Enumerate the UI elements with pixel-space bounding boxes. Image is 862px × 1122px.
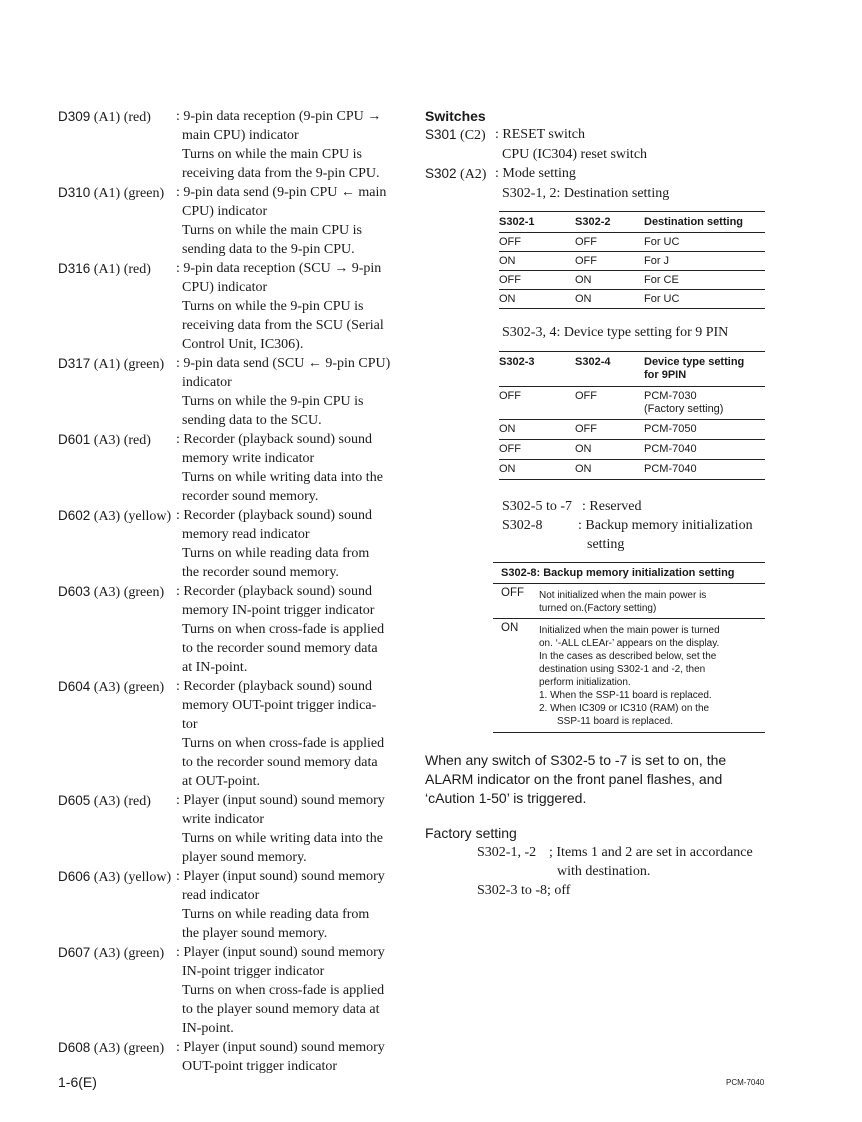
device-type-caption: S302-3, 4: Device type setting for 9 PIN [502, 325, 729, 340]
description-line: Turns on while reading data from [182, 546, 370, 561]
led-entry [58, 183, 418, 259]
led-label [58, 867, 171, 887]
description-line: CPU) indicator [182, 280, 268, 295]
table-cell: For UC [644, 293, 680, 305]
description-line: Control Unit, IC306). [182, 337, 304, 352]
description-line: : Player (input sound) sound memory [176, 1040, 385, 1055]
backup-init-table [493, 562, 765, 733]
led-description [176, 943, 418, 1038]
description-line: the recorder sound memory. [182, 565, 339, 580]
table-cell: For J [644, 255, 670, 267]
reserved-row: S302-5 to -7 : Reserved [502, 499, 642, 514]
led-label [58, 107, 151, 127]
led-description [176, 259, 418, 354]
description-line: sending data to the 9-pin CPU. [182, 242, 355, 257]
table-cell: ON [499, 423, 516, 435]
device-model: PCM-7050 [644, 423, 697, 435]
table-cell: OFF [499, 443, 521, 455]
table-row: OFF Not initialized when the main power is turned on.(Factory setting) [493, 584, 765, 619]
table-cell: OFF [575, 390, 597, 402]
led-label [58, 677, 164, 697]
led-description [176, 1038, 418, 1076]
led-location: (A3) (green) [90, 1041, 165, 1056]
description-line: : Recorder (playback sound) sound [176, 584, 372, 599]
table-cell: ON [575, 274, 592, 286]
table-header-cell: S302-8: Backup memory initialization setting [501, 567, 735, 579]
table-header-row [493, 563, 765, 584]
table-header-cell: Device type setting for 9PIN [644, 356, 745, 381]
led-code: D317 [58, 356, 91, 371]
led-location: (A3) (yellow) [90, 509, 172, 524]
description-line: sending data to the SCU. [182, 413, 322, 428]
description-line: indicator [182, 375, 232, 390]
description-line: at OUT-point. [182, 774, 261, 789]
led-entry [58, 943, 418, 1038]
table-cell: OFF [499, 390, 521, 402]
table-cell: OFF [575, 255, 597, 267]
switches-heading: Switches [425, 108, 486, 124]
table-header-cell: S302-4 [575, 356, 611, 368]
table-row: ON Initialized when the main power is turned on. ‘-ALL cLEAr-’ appears on the display. In the cases as described below, set the destination using S302-1 and -2, then perform initialization. 1. When the SSP-11 board is replaced. 2. When IC309 or IC310 (RAM) on the SSP-11 board is replaced. [493, 619, 765, 733]
table-cell: OFF [575, 236, 597, 248]
led-location: (A3) (yellow) [90, 870, 172, 885]
led-description [176, 107, 418, 183]
led-description [176, 506, 418, 582]
table-cell: ON [575, 463, 592, 475]
led-label [58, 259, 151, 279]
switch-s301: S301 (C2) : RESET switch [425, 127, 585, 143]
alarm-notice: When any switch of S302-5 to -7 is set to on, the ALARM indicator on the front panel flashes, and ‘cAution 1-50’ is triggered. [425, 752, 727, 806]
led-location: (A3) (red) [90, 794, 151, 809]
description-line: Turns on when cross-fade is applied [182, 736, 385, 751]
description-line: Turns on while reading data from [182, 907, 370, 922]
model-name: PCM-7040 [726, 1078, 765, 1087]
description-line: tor [182, 717, 198, 732]
led-label [58, 183, 164, 203]
led-code: D607 [58, 945, 91, 960]
led-entry [58, 430, 418, 506]
table-header-row [499, 212, 765, 233]
description-line: OUT-point trigger indicator [182, 1059, 338, 1074]
description-line: to the recorder sound memory data [182, 641, 378, 656]
led-code: D310 [58, 185, 91, 200]
led-entry [58, 791, 418, 867]
factory-setting-row-cont: with destination. [557, 864, 651, 879]
description-line: memory write indicator [182, 451, 315, 466]
description-line: : Player (input sound) sound memory [176, 793, 385, 808]
page-number: 1-6(E) [58, 1074, 97, 1090]
device-model: PCM-7040 [644, 463, 697, 475]
led-description [176, 183, 418, 259]
table-cell: ON [499, 293, 516, 305]
device-note: (Factory setting) [644, 403, 724, 415]
led-description [176, 677, 418, 791]
led-entry [58, 354, 418, 430]
description-line: : 9-pin data reception (SCU → 9-pin [176, 261, 382, 276]
description-line: player sound memory. [182, 850, 307, 865]
description-line: read indicator [182, 888, 260, 903]
description-line: IN-point. [182, 1021, 234, 1036]
led-description [176, 354, 418, 430]
description-line: Turns on while the main CPU is [182, 223, 362, 238]
table-cell: For UC [644, 236, 680, 248]
table-row [499, 233, 765, 252]
led-description [176, 430, 418, 506]
table-cell: OFF [499, 236, 521, 248]
device-model: PCM-7040 [644, 443, 697, 455]
description-line: : 9-pin data send (SCU ← 9-pin CPU) [176, 356, 391, 371]
table-row [499, 387, 765, 420]
led-location: (A1) (red) [90, 262, 151, 277]
led-code: D601 [58, 432, 91, 447]
led-code: D309 [58, 109, 91, 124]
led-entry [58, 107, 418, 183]
table-row [499, 290, 765, 309]
description-line: the player sound memory. [182, 926, 328, 941]
led-label [58, 430, 151, 450]
description-line: : Player (input sound) sound memory [176, 945, 385, 960]
description-line: memory read indicator [182, 527, 310, 542]
led-label [58, 506, 171, 526]
factory-setting-row: S302-3 to -8; off [477, 883, 571, 898]
factory-setting-row: S302-1, -2 ; Items 1 and 2 are set in accordance [477, 845, 753, 860]
led-location: (A1) (red) [90, 110, 151, 125]
table-cell [644, 440, 765, 460]
led-code: D608 [58, 1040, 91, 1055]
switches-section [425, 107, 770, 900]
table-cell: ON [575, 443, 592, 455]
led-code: D604 [58, 679, 91, 694]
table-header-row [499, 352, 765, 387]
led-code: D606 [58, 869, 91, 884]
led-location: (A1) (green) [90, 357, 165, 372]
led-label [58, 354, 164, 374]
led-code: D605 [58, 793, 91, 808]
table-cell: ON [499, 255, 516, 267]
description-line: : 9-pin data reception (9-pin CPU → [176, 109, 382, 124]
device-model: PCM-7030 [644, 390, 697, 402]
table-cell [644, 460, 765, 480]
destination-table [499, 211, 765, 309]
device-type-table [499, 351, 765, 480]
table-cell: ON [499, 463, 516, 475]
description-line: IN-point trigger indicator [182, 964, 325, 979]
table-cell: OFF [499, 274, 521, 286]
description-line: : Recorder (playback sound) sound [176, 432, 372, 447]
description-line: receiving data from the 9-pin CPU. [182, 166, 380, 181]
table-cell: For CE [644, 274, 679, 286]
switch-s301-desc: CPU (IC304) reset switch [502, 147, 648, 162]
led-entry [58, 867, 418, 943]
led-description [176, 867, 418, 943]
description-line: Turns on while the main CPU is [182, 147, 362, 162]
switch-s302: S302 (A2) : Mode setting [425, 166, 576, 182]
led-location: (A3) (green) [90, 946, 165, 961]
backup-init-row-cont: setting [587, 537, 625, 552]
led-location: (A3) (green) [90, 680, 165, 695]
table-row [499, 420, 765, 440]
description-line: Turns on when cross-fade is applied [182, 983, 385, 998]
led-entry [58, 677, 418, 791]
description-line: CPU) indicator [182, 204, 268, 219]
table-header-cell: S302-3 [499, 356, 535, 368]
table-cell [644, 387, 765, 420]
led-entry [58, 1038, 418, 1076]
table-header-cell: S302-1 [499, 216, 535, 228]
backup-init-row: S302-8 : Backup memory initialization [502, 518, 753, 533]
description-line: Turns on while writing data into the [182, 831, 383, 846]
led-entry [58, 259, 418, 354]
led-entry [58, 506, 418, 582]
description-line: memory OUT-point trigger indica- [182, 698, 377, 713]
led-label [58, 943, 164, 963]
factory-setting-heading: Factory setting [425, 825, 517, 841]
description-line: : 9-pin data send (9-pin CPU ← main [176, 185, 387, 200]
led-label [58, 582, 164, 602]
led-indicator-list [58, 107, 418, 1076]
led-description [176, 791, 418, 867]
description-line: at IN-point. [182, 660, 248, 675]
table-header-cell: Destination setting [644, 216, 744, 228]
led-code: D316 [58, 261, 91, 276]
description-line: Turns on while the 9-pin CPU is [182, 394, 364, 409]
table-cell: OFF [575, 423, 597, 435]
led-label [58, 1038, 164, 1058]
table-row [499, 252, 765, 271]
description-line: receiving data from the SCU (Serial [182, 318, 384, 333]
table-cell [644, 420, 765, 440]
table-header-cell: S302-2 [575, 216, 611, 228]
led-description [176, 582, 418, 677]
led-location: (A3) (green) [90, 585, 165, 600]
led-code: D602 [58, 508, 91, 523]
description-line: to the recorder sound memory data [182, 755, 378, 770]
description-line: main CPU) indicator [182, 128, 299, 143]
led-label [58, 791, 151, 811]
table-row [499, 440, 765, 460]
description-line: recorder sound memory. [182, 489, 319, 504]
description-line: : Player (input sound) sound memory [176, 869, 385, 884]
led-location: (A1) (green) [90, 186, 165, 201]
description-line: Turns on while the 9-pin CPU is [182, 299, 364, 314]
led-location: (A3) (red) [90, 433, 151, 448]
table-cell: ON [575, 293, 592, 305]
description-line: write indicator [182, 812, 265, 827]
description-line: memory IN-point trigger indicator [182, 603, 375, 618]
description-line: to the player sound memory data at [182, 1002, 380, 1017]
table-row [499, 460, 765, 480]
led-code: D603 [58, 584, 91, 599]
switch-s302-desc: S302-1, 2: Destination setting [502, 186, 670, 201]
description-line: : Recorder (playback sound) sound [176, 508, 372, 523]
description-line: Turns on while writing data into the [182, 470, 383, 485]
description-line: : Recorder (playback sound) sound [176, 679, 372, 694]
led-entry [58, 582, 418, 677]
description-line: Turns on when cross-fade is applied [182, 622, 385, 637]
table-row [499, 271, 765, 290]
